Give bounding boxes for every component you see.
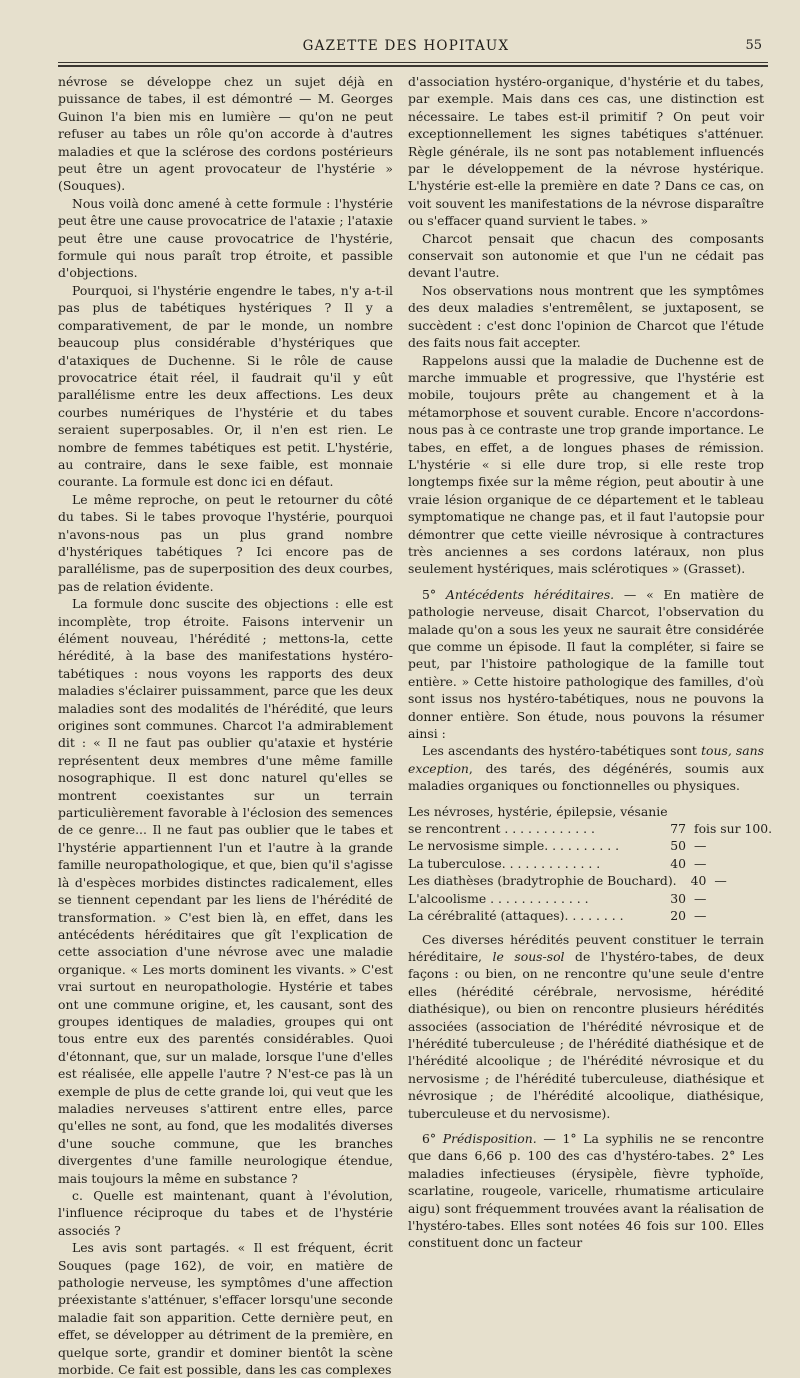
paragraph: névrose se développe chez un sujet déjà en puissance de tabes, il est démontré — M. Georges Guinon l'a bien mis en lumière — qu'on ne peut refuser au tabes un rôle qu'on accorde à d'autres maladies et que la sclérose des cordons postérieurs peut être un agent provocateur de l'hystérie » (Souques). bbox=[58, 74, 393, 194]
page-number: 55 bbox=[745, 38, 762, 53]
stat-value: 50 bbox=[670, 838, 686, 854]
table-row bbox=[408, 820, 773, 837]
stat-label: se rencontrent . . . . . . . . . . . . bbox=[408, 821, 595, 837]
stat-value: 30 bbox=[670, 890, 686, 906]
stat-value: 40 bbox=[690, 873, 707, 889]
paragraph bbox=[408, 931, 764, 1122]
table-row bbox=[408, 837, 764, 854]
text-run: de l'hystéro-tabes, de deux façons : ou bien, on ne rencontre qu'une seule d'entre elles (hérédité cérébrale, nervosisme, hérédité diathésique), ou bien on rencontre plusieurs hérédités associées (association de l'hérédité névrosique et de l'hérédité tuberculeuse ; de l'hérédité diathésique et de l'hérédité alcoolique ; de l'hérédité névrosique et du nervosisme ; de l'hérédité tuberculeuse, diathésique et névrosique ; de l'hérédité alcoolique, diathésique, tuberculeuse et du nervosisme). bbox=[408, 948, 764, 1121]
header-rule-thin bbox=[58, 62, 768, 63]
paragraph: c. Quelle est maintenant, quant à l'évolution, l'influence réciproque du tabes et de l'hystérie associés ? bbox=[58, 1188, 393, 1238]
table-row bbox=[408, 855, 764, 872]
paragraph: d'association hystéro-organique, d'hystérie et du tabes, par exemple. Mais dans ces cas, une distinction est nécessaire. Le tabes est-il primitif ? On peut voir exceptionnellement les signes tabétiques s'atténuer. Règle générale, ils ne sont pas notablement influencés par le développement de la névrose hystérique. L'hystérie est-elle la première en date ? Dans ce cas, on voit souvent les manifestations de la névrose disparaître ou s'effacer quand survient le tabes. » bbox=[408, 74, 764, 229]
text-run: Ces diverses hérédités peuvent constituer le terrain héréditaire, bbox=[408, 931, 764, 964]
paragraph: Nous voilà donc amené à cette formule : l'hystérie peut être une cause provocatrice de l'ataxie ; l'ataxie peut être une cause provocatrice de l'hystérie, formule qui nous paraît trop étroite, et passible d'objections. bbox=[58, 195, 393, 281]
paragraph: Rappelons aussi que la maladie de Duchenne est de marche immuable et progressive, que l'hystérie est mobile, toujours prête au changement et à la métamorphose et souvent curable. Encore n'accordons-nous pas à ce contraste une trop grande importance. Le tabes, en effet, a de longues phases de rémission. L'hystérie « si elle dure trop, si elle reste trop longtemps fixée sur la même région, peut aboutir à une vraie lésion organique de ce département et le tableau symptomatique ne change pas, et il faut l'autopsie pour démontrer que cette vieille névrosique à contractures très anciennes a ses cordons latéraux, non plus seulement hystériques, mais sclérotiques » (Grasset). bbox=[408, 352, 764, 577]
section-text: — « En matière de pathologie nerveuse, disait Charcot, l'observation du malade qu'on a sous les yeux ne saurait être considérée que comme un épisode. Il faut la compléter, si faire se peut, par l'histoire pathologique de la famille tout entière. » Cette histoire pathologique des familles, d'où sont issus nos hystéro-tabétiques, nous ne pouvons la donner entière. Son étude, nous pouvons la résumer ainsi : bbox=[408, 586, 764, 742]
heredity-stats-table bbox=[408, 803, 773, 925]
stat-unit: — bbox=[694, 855, 707, 871]
paragraph: La formule donc suscite des objections : elle est incomplète, trop étroite. Faisons intervenir un élément nouveau, l'hérédité ; mettons-la, cette hérédité, à la base des manifestations hystéro-tabétiques : nous voyons les rapports des deux maladies s'éclairer puissamment, parce que les deux maladies sont des modalités de l'hérédité, que leurs origines sont communes. Charcot l'a admirablement dit : « Il ne faut pas oublier qu'ataxie et hystérie représentent deux membres d'une même famille nosographique. Il est donc naturel qu'elles se montrent coexistantes sur un terrain particulièrement favorable à l'éclosion des semences de ce genre... Il ne faut pas oublier que le tabes et l'hystérie appartiennent l'un et l'autre à la grande famille neuropathologique, et que, bien qu'il s'agisse là d'espèces morbides distinctes radicalement, elles se tiennent cependant par les liens de l'hérédité de transformation. » C'est bien là, en effet, dans les antécédents héréditaires que gît l'explication de cette association d'une névrose avec une maladie organique. « Les morts dominent les vivants. » C'est vrai surtout en neuropathologie. Hystérie et tabes ont une commune origine, et, les causant, sont des groupes identiques de maladies, groupes qui ont tous entre eux des parentés considérables. Quoi d'étonnant, que, sur un malade, lorsque l'une d'elles est réalisée, elle appelle l'autre ? N'est-ce pas là un exemple de plus de cette grande loi, qui veut que les maladies nerveuses s'attirent entre elles, parce qu'elles ne sont, au fond, que les modalités diverses d'une souche commune, que les branches divergentes d'une famille neurologique étendue, mais toujours la même en substance ? bbox=[58, 596, 393, 1186]
stat-label: Le nervosisme simple. . . . . . . . . . bbox=[408, 838, 620, 854]
stat-label: L'alcoolisme . . . . . . . . . . . . . bbox=[408, 890, 589, 906]
table-row bbox=[408, 890, 764, 907]
section-predisposition bbox=[408, 1130, 764, 1252]
table-row bbox=[408, 907, 764, 924]
text-run: , des tarés, des dégénérés, soumis aux maladies organiques ou fonctionnelles ou physiques. bbox=[408, 760, 764, 794]
section-text: — 1° La syphilis ne se rencontre que dans 6,66 p. 100 des cas d'hystéro-tabes. 2° Les maladies infectieuses (érysipèle, fièvre typhoïde, scarlatine, rougeole, varicelle, rhumatisme articulaire aigu) sont fréquemment trouvées avant la réalisation de l'hystéro-tabes. Elles sont notées 46 fois sur 100. Elles constituent donc un facteur bbox=[408, 1130, 764, 1251]
stat-unit: — bbox=[694, 908, 707, 924]
emphasis: le sous-sol bbox=[492, 948, 565, 964]
stats-heading-label: Les névroses, hystérie, épilepsie, vésanie bbox=[408, 803, 668, 819]
section-title: Prédisposition. bbox=[442, 1130, 537, 1146]
header-rule-thick bbox=[58, 65, 768, 67]
section-heredity bbox=[408, 586, 764, 743]
stat-unit: — bbox=[714, 873, 727, 889]
section-number: 6° bbox=[422, 1130, 437, 1146]
page-header bbox=[44, 30, 768, 58]
stat-label: La tuberculose. . . . . . . . . . . . . bbox=[408, 855, 601, 871]
emphasis: tous, sans exception bbox=[408, 743, 765, 776]
stat-value: 77 bbox=[670, 821, 686, 837]
stat-label: Les diathèses (bradytrophie de Bouchard). bbox=[408, 873, 677, 889]
paragraph: Les avis sont partagés. « Il est fréquent, écrit Souques (page 162), de voir, en matière de pathologie nerveuse, les symptômes d'une affection préexistante s'atténuer, s'effacer lorsqu'une seconde maladie fait son apparition. Cette dernière peut, en effet, se développer au détriment de la première, en quelque sorte, grandir et dominer bientôt la scène morbide. Ce fait est possible, dans les cas complexes bbox=[58, 1240, 393, 1378]
table-row bbox=[408, 872, 764, 889]
paragraph: Le même reproche, on peut le retourner du côté du tabes. Si le tabes provoque l'hystérie, pourquoi n'avons-nous pas un plus grand nombre d'hystériques tabétiques ? Ici encore pas de parallélisme, pas de superposition des deux courbes, pas de relation évidente. bbox=[58, 491, 393, 594]
stat-value: 40 bbox=[670, 855, 686, 871]
stat-unit: fois sur 100. bbox=[694, 821, 773, 837]
section-number: 5° bbox=[422, 586, 437, 602]
paragraph bbox=[408, 742, 764, 794]
stat-unit: — bbox=[694, 890, 707, 906]
stat-label: La cérébralité (attaques). . . . . . . . bbox=[408, 908, 624, 924]
journal-title: GAZETTE DES HOPITAUX bbox=[302, 38, 510, 54]
left-column bbox=[58, 73, 393, 1378]
paragraph: Charcot pensait que chacun des composants conservait son autonomie et que l'un ne cédait pas devant l'autre. bbox=[408, 230, 764, 281]
right-column bbox=[408, 73, 773, 1252]
text-run: Les ascendants des hystéro-tabétiques sont bbox=[422, 743, 702, 759]
stat-value: 20 bbox=[670, 908, 686, 924]
stat-unit: — bbox=[694, 838, 707, 854]
stats-heading bbox=[408, 803, 764, 820]
paragraph: Pourquoi, si l'hystérie engendre le tabes, n'y a-t-il pas plus de tabétiques hystériques ? Il y a comparativement, de par le monde, un nombre beaucoup plus considérable d'hystériques que d'ataxiques de Duchenne. Si le rôle de cause provocatrice était réel, il faudrait qu'il y eût parallélisme entre les deux affections. Les deux courbes numériques de l'hystérie et du tabes seraient superposables. Or, il n'en est rien. Le nombre de femmes tabétiques est petit. L'hystérie, au contraire, dans le sexe faible, est monnaie courante. La formule est donc ici en défaut. bbox=[58, 282, 393, 490]
paragraph: Nos observations nous montrent que les symptômes des deux maladies s'entremêlent, se juxtaposent, se succèdent : c'est donc l'opinion de Charcot que l'étude des faits nous fait accepter. bbox=[408, 282, 764, 351]
section-title: Antécédents héréditaires. bbox=[445, 586, 615, 602]
